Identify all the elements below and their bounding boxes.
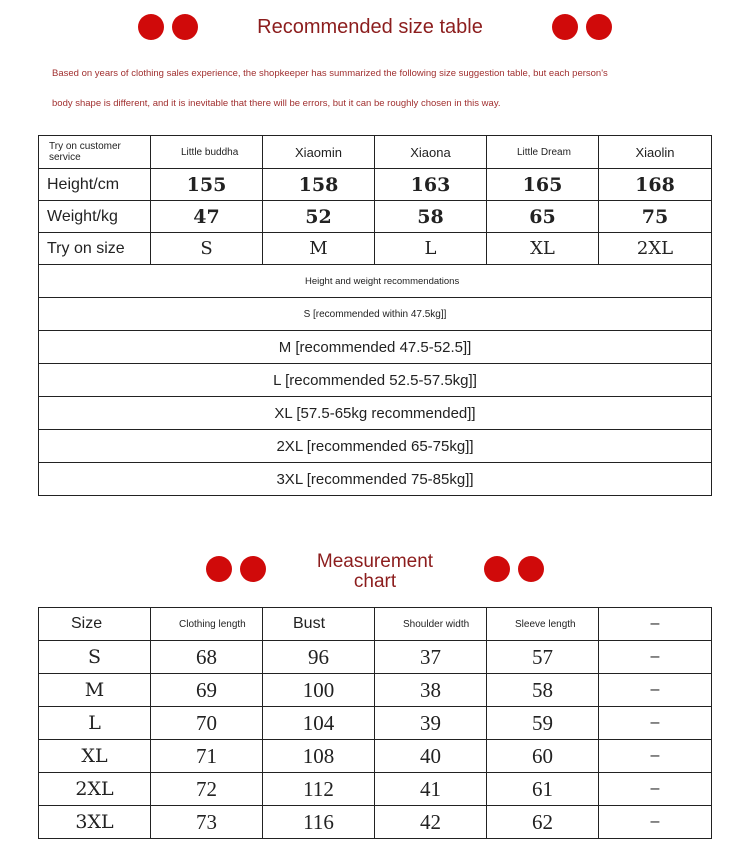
size-value: 2XL xyxy=(599,233,712,265)
recommendation-header: Height and weight recommendations xyxy=(39,265,712,298)
clothing-length-cell: 68 xyxy=(151,641,263,674)
recommendation-row xyxy=(39,364,712,397)
weight-value: 58 xyxy=(375,201,487,233)
empty-cell: – xyxy=(599,641,712,674)
measurement-table xyxy=(38,607,712,839)
decor-dot-icon xyxy=(172,14,198,40)
table-row xyxy=(39,806,712,839)
try-size-row xyxy=(39,233,712,265)
row-label: Weight/kg xyxy=(39,201,151,233)
table-row xyxy=(39,674,712,707)
measurement-header-row xyxy=(39,608,712,641)
empty-cell: – xyxy=(599,773,712,806)
tester-name: Little buddha xyxy=(151,136,263,169)
sleeve-length-cell: 61 xyxy=(487,773,599,806)
weight-row xyxy=(39,201,712,233)
recommendation-row xyxy=(39,430,712,463)
bust-cell: 96 xyxy=(263,641,375,674)
height-value: 163 xyxy=(375,169,487,201)
recommendation-text: L [recommended 52.5-57.5kg]] xyxy=(39,364,712,397)
sleeve-length-cell: 62 xyxy=(487,806,599,839)
tester-name: Xiaomin xyxy=(263,136,375,169)
recommended-size-table xyxy=(38,135,712,496)
recommendation-row xyxy=(39,397,712,430)
recommendation-text: XL [57.5-65kg recommended]] xyxy=(39,397,712,430)
column-header: Shoulder width xyxy=(375,608,487,641)
shoulder-width-cell: 39 xyxy=(375,707,487,740)
table-row xyxy=(39,740,712,773)
decor-dot-icon xyxy=(484,556,510,582)
clothing-length-cell: 72 xyxy=(151,773,263,806)
bust-cell: 108 xyxy=(263,740,375,773)
sleeve-length-cell: 57 xyxy=(487,641,599,674)
bust-cell: 100 xyxy=(263,674,375,707)
column-header: Clothing length xyxy=(151,608,263,641)
recommendation-text: M [recommended 47.5-52.5]] xyxy=(39,331,712,364)
sleeve-length-cell: 60 xyxy=(487,740,599,773)
size-cell: 3XL xyxy=(39,806,151,839)
recommendation-text: 2XL [recommended 65-75kg]] xyxy=(39,430,712,463)
recommendation-row xyxy=(39,331,712,364)
sleeve-length-cell: 59 xyxy=(487,707,599,740)
column-header: Bust xyxy=(263,608,375,641)
size-cell: L xyxy=(39,707,151,740)
size-value: S xyxy=(151,233,263,265)
header-row xyxy=(39,136,712,169)
shoulder-width-cell: 37 xyxy=(375,641,487,674)
table-row xyxy=(39,707,712,740)
size-value: XL xyxy=(487,233,599,265)
note-line-1: Based on years of clothing sales experience, the shopkeeper has summarized the following size suggestion table, but each person's xyxy=(52,68,608,79)
recommendation-row xyxy=(39,298,712,331)
decor-dot-icon xyxy=(552,14,578,40)
shoulder-width-cell: 38 xyxy=(375,674,487,707)
size-value: L xyxy=(375,233,487,265)
bust-cell: 112 xyxy=(263,773,375,806)
size-cell: 2XL xyxy=(39,773,151,806)
size-cell: S xyxy=(39,641,151,674)
clothing-length-cell: 69 xyxy=(151,674,263,707)
height-value: 165 xyxy=(487,169,599,201)
decor-dot-icon xyxy=(240,556,266,582)
recommendation-row xyxy=(39,463,712,496)
shoulder-width-cell: 42 xyxy=(375,806,487,839)
clothing-length-cell: 70 xyxy=(151,707,263,740)
empty-cell: – xyxy=(599,674,712,707)
height-row xyxy=(39,169,712,201)
height-value: 168 xyxy=(599,169,712,201)
recommendation-text: S [recommended within 47.5kg]] xyxy=(39,298,712,331)
decor-dot-icon xyxy=(586,14,612,40)
decor-dot-icon xyxy=(518,556,544,582)
bust-cell: 104 xyxy=(263,707,375,740)
weight-value: 47 xyxy=(151,201,263,233)
measurement-chart-title: Measurement chart xyxy=(316,551,434,592)
row-label: Try on size xyxy=(39,233,151,265)
decor-dot-icon xyxy=(206,556,232,582)
decor-dot-icon xyxy=(138,14,164,40)
size-cell: M xyxy=(39,674,151,707)
recommendation-header-row xyxy=(39,265,712,298)
table-row xyxy=(39,641,712,674)
weight-value: 75 xyxy=(599,201,712,233)
empty-cell: – xyxy=(599,707,712,740)
sleeve-length-cell: 58 xyxy=(487,674,599,707)
size-value: M xyxy=(263,233,375,265)
shoulder-width-cell: 41 xyxy=(375,773,487,806)
header-label: Try on customer service xyxy=(39,136,151,169)
table-row xyxy=(39,773,712,806)
bust-cell: 116 xyxy=(263,806,375,839)
weight-value: 52 xyxy=(263,201,375,233)
height-value: 158 xyxy=(263,169,375,201)
weight-value: 65 xyxy=(487,201,599,233)
row-label: Height/cm xyxy=(39,169,151,201)
size-table-title: Recommended size table xyxy=(257,16,483,38)
clothing-length-cell: 73 xyxy=(151,806,263,839)
column-header: Size xyxy=(39,608,151,641)
height-value: 155 xyxy=(151,169,263,201)
empty-cell: – xyxy=(599,740,712,773)
empty-cell: – xyxy=(599,806,712,839)
clothing-length-cell: 71 xyxy=(151,740,263,773)
shoulder-width-cell: 40 xyxy=(375,740,487,773)
note-line-2: body shape is different, and it is inevitable that there will be errors, but it can be roughly chosen in this way. xyxy=(52,98,501,109)
recommendation-text: 3XL [recommended 75-85kg]] xyxy=(39,463,712,496)
size-cell: XL xyxy=(39,740,151,773)
column-header: Sleeve length xyxy=(487,608,599,641)
tester-name: Xiaona xyxy=(375,136,487,169)
tester-name: Little Dream xyxy=(487,136,599,169)
column-header: – xyxy=(599,608,712,641)
tester-name: Xiaolin xyxy=(599,136,712,169)
